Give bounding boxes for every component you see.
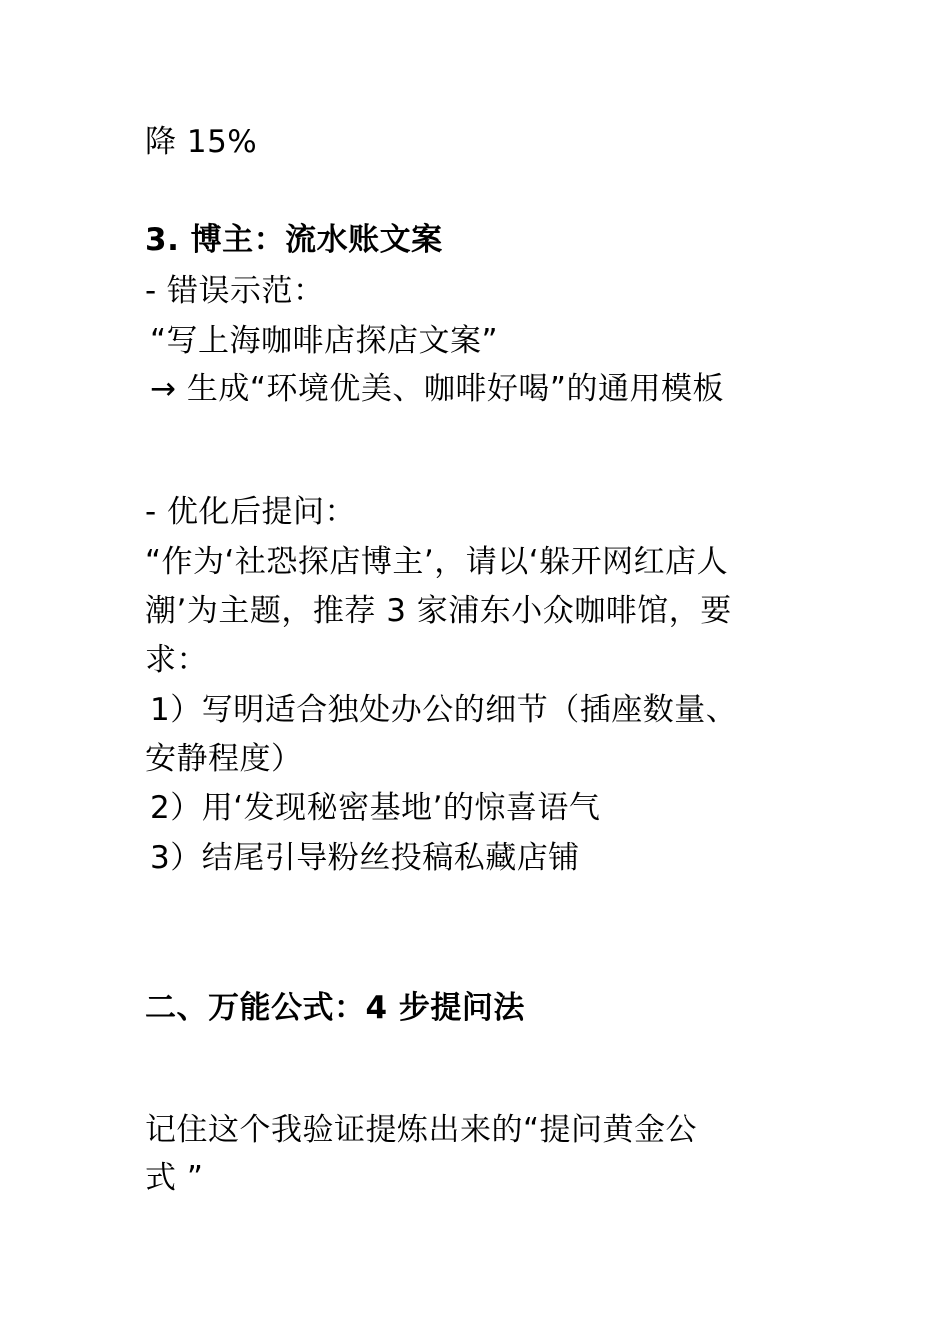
- continuation-text: 降 15%: [145, 124, 258, 160]
- optimized-line: 求：: [145, 642, 208, 678]
- closing-line: 式 ”: [145, 1160, 204, 1196]
- optimized-line: 2）用‘发现秘密基地’的惊喜语气: [150, 790, 601, 826]
- optimized-line: 1）写明适合独处办公的细节（插座数量、: [150, 692, 738, 728]
- optimized-line: 3）结尾引导粉丝投稿私藏店铺: [150, 840, 580, 876]
- wrong-example-result: → 生成“环境优美、咖啡好喝”的通用模板: [150, 371, 724, 407]
- wrong-example-label: - 错误示范：: [145, 273, 325, 309]
- optimized-line: 潮’为主题，推荐 3 家浦东小众咖啡馆，要: [145, 593, 732, 629]
- section-3-heading: 3. 博主：流水账文案: [145, 222, 443, 258]
- wrong-example-prompt: “写上海咖啡店探店文案”: [150, 323, 499, 359]
- section-2-heading: 二、万能公式：4 步提问法: [145, 990, 525, 1026]
- optimized-line: 安静程度）: [145, 741, 303, 777]
- optimized-line: “作为‘社恐探店博主’，请以‘躲开网红店人: [145, 544, 729, 580]
- closing-line: 记住这个我验证提炼出来的“提问黄金公: [145, 1112, 698, 1148]
- optimized-label: - 优化后提问：: [145, 494, 357, 530]
